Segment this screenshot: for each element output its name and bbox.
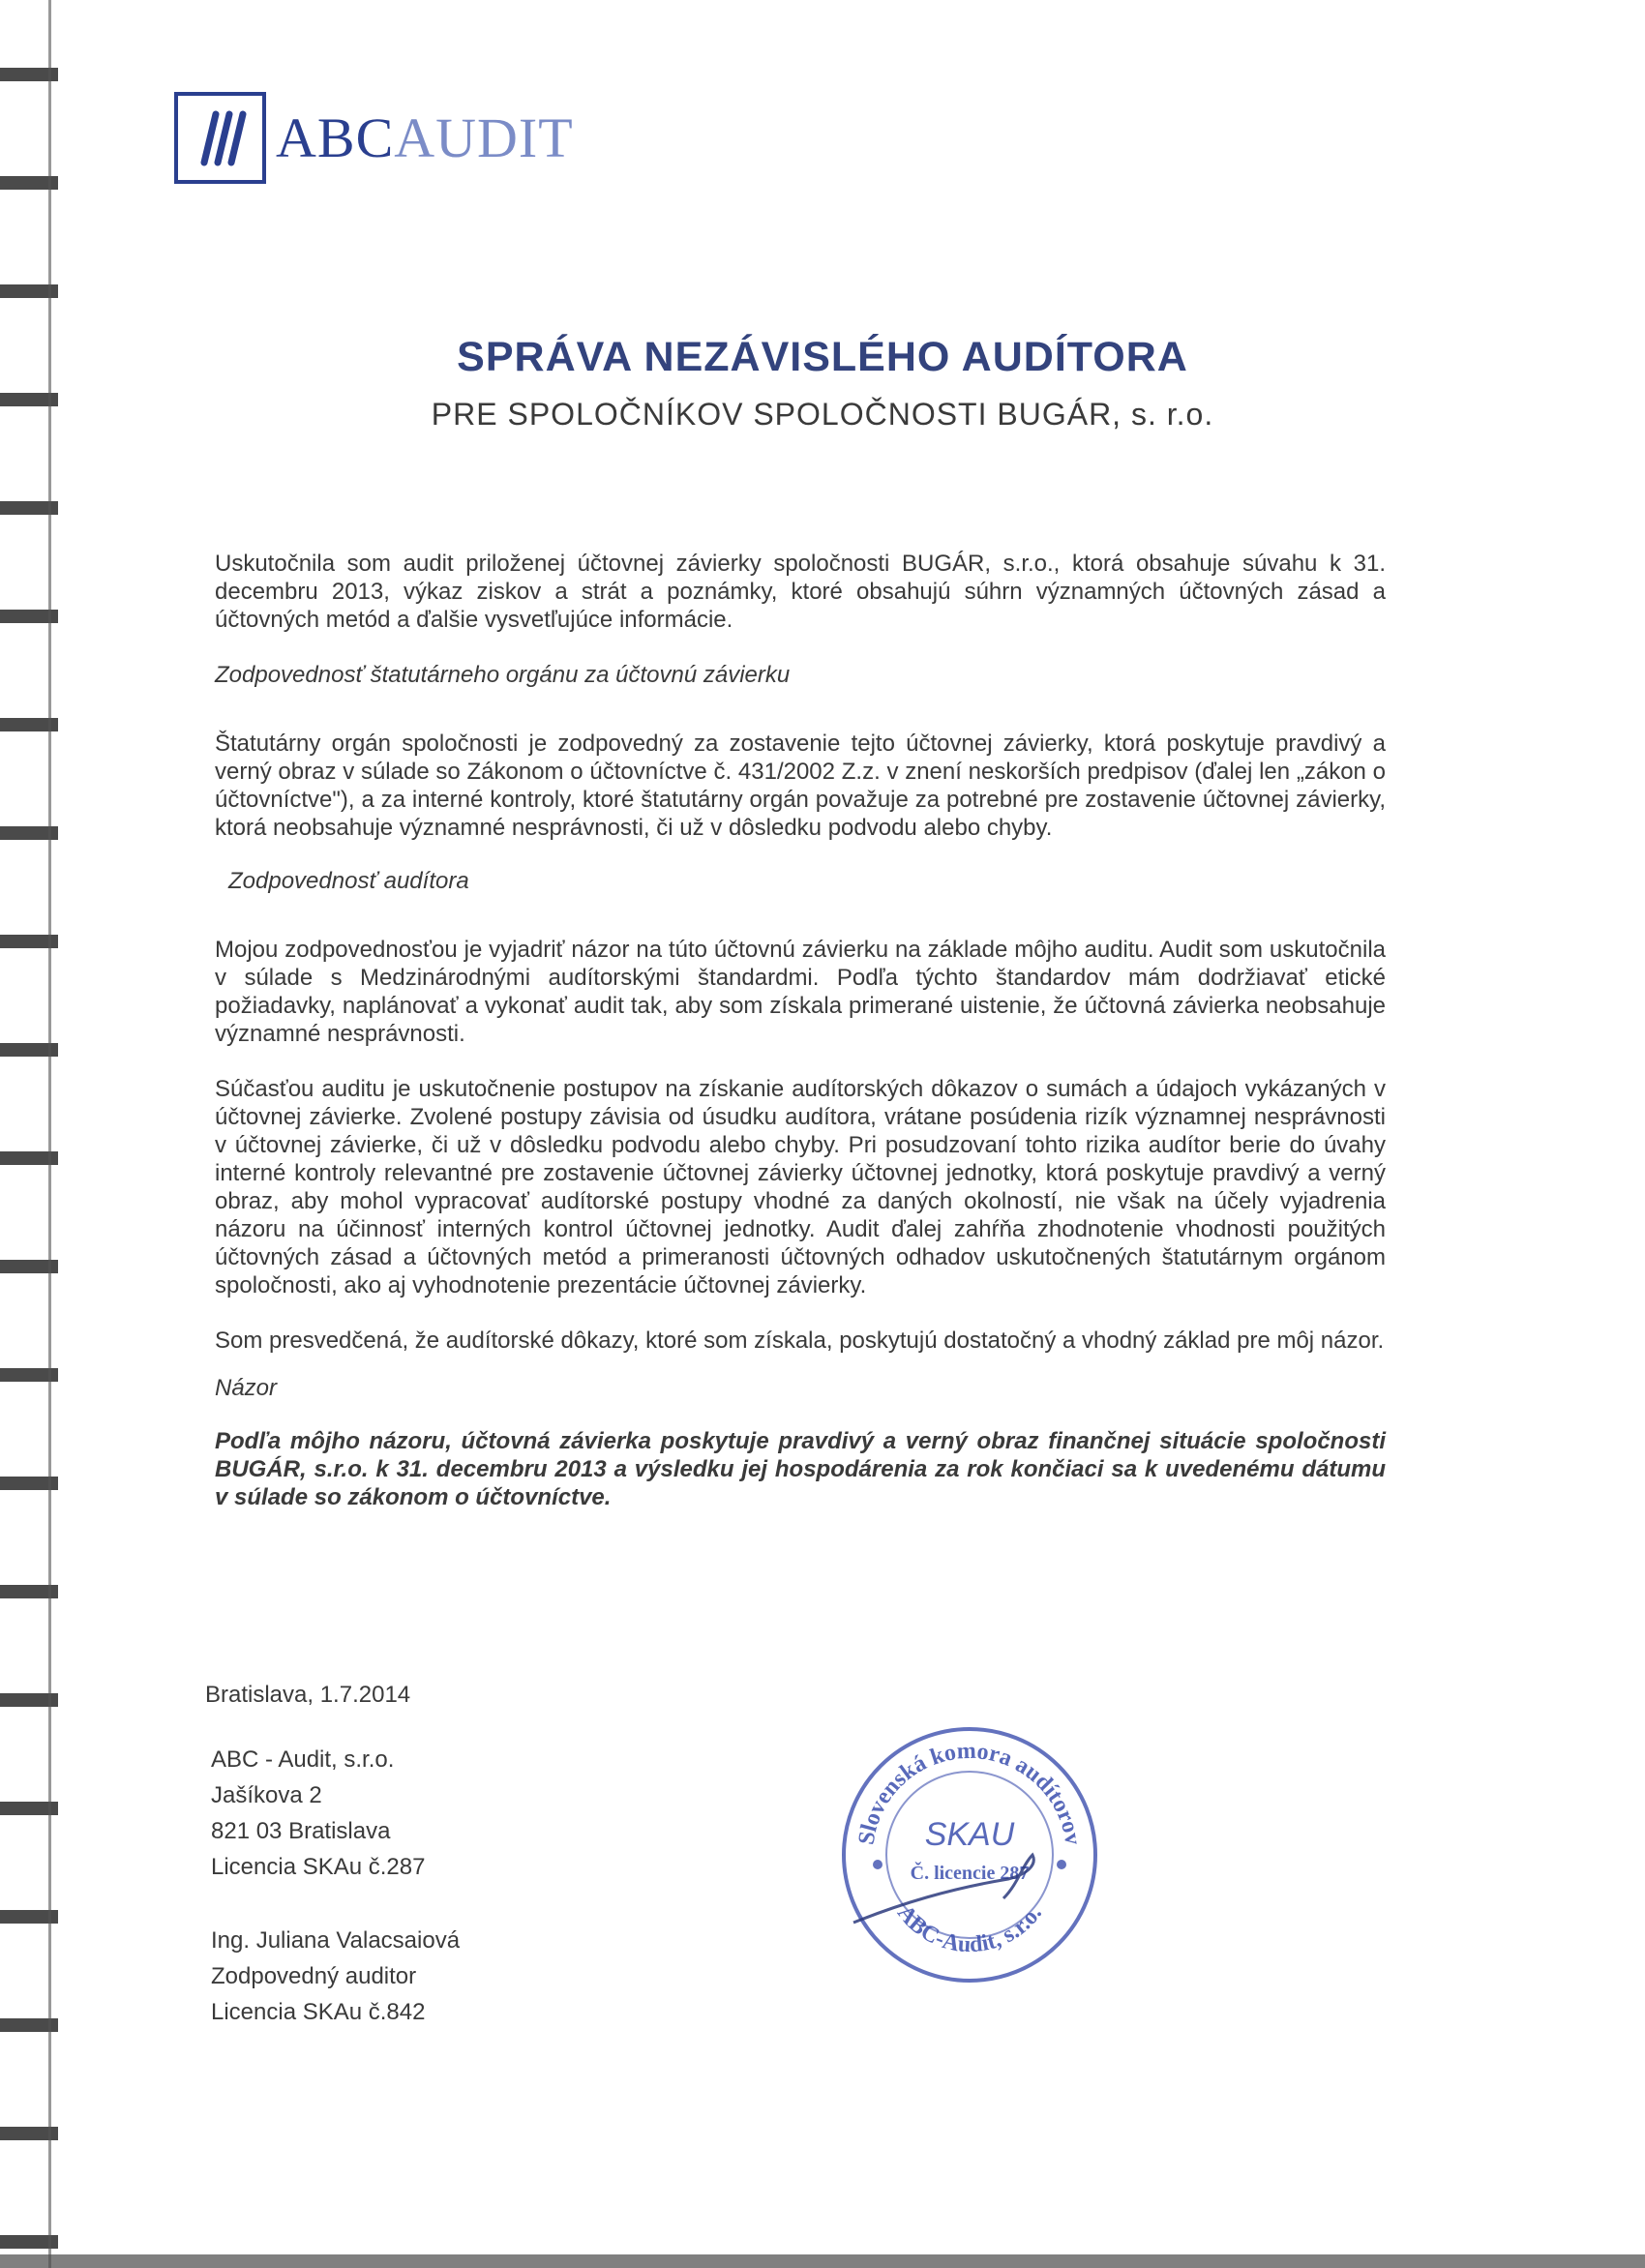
firm-address bbox=[211, 1742, 425, 1885]
stamp-ring-text: Slovenská komora audítorov bbox=[853, 1738, 1086, 1847]
stamp-license: Č. licencie 287 bbox=[910, 1863, 1030, 1884]
firm-name: ABC - Audit, s.r.o. bbox=[211, 1746, 395, 1773]
auditor-name: Ing. Juliana Valacsaiová bbox=[211, 1927, 461, 1954]
logo-wordmark-light: AUDIT bbox=[394, 106, 574, 169]
report-title: SPRÁVA NEZÁVISLÉHO AUDÍTORA bbox=[457, 334, 1188, 380]
auditor-paragraph-1: Mojou zodpovednosťou je vyjadriť názor na túto účtovnú závierku na základe môjho auditu. Audit som uskutočnila v súlade s Medzinárodnými audítorskými štandardmi. Podľa týchto štandardov mám dodržiavať etické požiadavky, naplánovať a vykonať audit tak, aby som získala primerané uistenie, že účtovná závierka neobsahuje významné nesprávnosti. bbox=[215, 937, 1386, 1047]
heading-statutory: Zodpovednosť štatutárneho orgánu za účtovnú závierku bbox=[215, 662, 791, 688]
logo-slashes-icon bbox=[174, 92, 266, 184]
statutory-paragraph: Štatutárny orgán spoločnosti je zodpovedný za zostavenie tejto účtovnej závierky, ktorá poskytuje pravdivý a verný obraz v súlade so Zákonom o účtovníctve č. 431/2002 Z.z. v znení neskorších predpisov (ďalej len „zákon o účtovníctve"), a za interné kontroly, ktoré štatutárny orgán považuje za potrebné pre zostavenie účtovnej závierky, ktorá neobsahuje významné nesprávnosti, či už v dôsledku podvodu alebo chyby. bbox=[215, 731, 1386, 841]
firm-license: Licencia SKAu č.287 bbox=[211, 1854, 426, 1880]
stamp-bottom-text: ABC-Audit, s.r.o. bbox=[891, 1900, 1047, 1958]
auditor-signature-block bbox=[211, 1923, 460, 2030]
firm-city: 821 03 Bratislava bbox=[211, 1818, 391, 1844]
auditor-paragraph-2: Súčasťou auditu je uskutočnenie postupov na získanie audítorských dôkazov o sumách a údajoch vykázaných v účtovnej závierke. Zvolené postupy závisia od úsudku audítora, vrátane posúdenia rizík významnej nesprávnosti v účtovnej závierke, či už v dôsledku podvodu alebo chyby. Pri posudzovaní tohto rizika audítor berie do úvahy interné kontroly relevantné pre zostavenie účtovnej závierky účtovnej jednotky, ktorá poskytuje pravdivý a verný obraz, aby mohol vypracovať audítorské postupy vhodné za daných okolností, nie však na účely vyjadrenia názoru na účinnosť interných kontrol účtovnej jednotky. Audit ďalej zahŕňa zhodnotenie vhodnosti použitých účtovných zásad a účtovných metód a primeranosti účtovných odhadov uskutočnených štatutárnym orgánom spoločnosti, ako aj vyhodnotenie prezentácie účtovnej závierky. bbox=[215, 1076, 1386, 1298]
svg-text:ABC-Audit, s.r.o. bbox=[892, 1900, 1047, 1957]
auditor-role: Zodpovedný auditor bbox=[211, 1963, 417, 1989]
intro-paragraph: Uskutočnila som audit priloženej účtovnej závierky spoločnosti BUGÁR, s.r.o., ktorá obsahuje súvahu k 31. decembru 2013, výkaz ziskov a strát a poznámky, ktoré obsahujú súhrn významných účtovných zásad a účtovných metód a ďalšie vysvetľujúce informácie. bbox=[215, 551, 1386, 633]
company-logo bbox=[174, 92, 574, 184]
place-date: Bratislava, 1.7.2014 bbox=[205, 1682, 411, 1708]
logo-wordmark-strong: ABC bbox=[276, 106, 395, 169]
logo-wordmark bbox=[276, 105, 574, 170]
auditor-license: Licencia SKAu č.842 bbox=[211, 1999, 426, 2025]
official-stamp bbox=[834, 1719, 1105, 1990]
scan-edge bbox=[0, 2254, 1645, 2268]
opinion-paragraph: Podľa môjho názoru, účtovná závierka poskytuje pravdivý a verný obraz finančnej situácie spoločnosti BUGÁR, s.r.o. k 31. decembru 2013 a výsledku jej hospodárenia za rok končiaci sa k uvedenému dátumu v súlade so zákonom o účtovníctve. bbox=[215, 1428, 1386, 1510]
firm-street: Jašíkova 2 bbox=[211, 1782, 322, 1808]
report-subtitle: PRE SPOLOČNÍKOV SPOLOČNOSTI BUGÁR, s. r.o. bbox=[431, 397, 1214, 432]
heading-opinion: Názor bbox=[215, 1375, 278, 1401]
stamp-abbr: SKAU bbox=[924, 1816, 1015, 1853]
heading-auditor: Zodpovednosť audítora bbox=[228, 868, 469, 894]
report-body bbox=[215, 550, 1386, 1511]
auditor-paragraph-3: Som presvedčená, že audítorské dôkazy, ktoré som získala, poskytujú dostatočný a vhodný základ pre môj názor. bbox=[215, 1328, 1385, 1354]
